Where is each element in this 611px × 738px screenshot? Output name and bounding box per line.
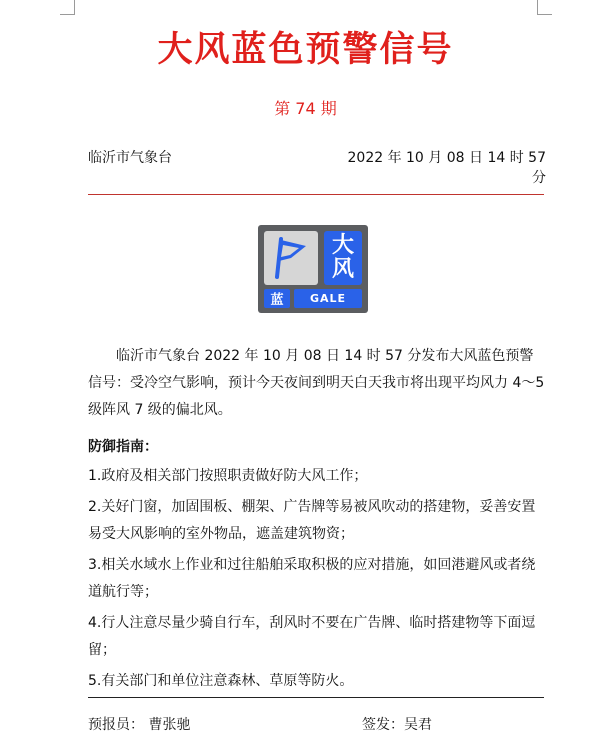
page-corner-mark-right — [537, 0, 552, 15]
guide-item: 3.相关水域水上作业和过往船舶采取积极的应对措施，如回港避风或者绕道航行等； — [88, 557, 536, 600]
warning-body: 临沂市气象台 2022 年 10 月 08 日 14 时 57 分发布大风蓝色预警信号：受冷空气影响，预计今天夜间到明天白天我市将出现平均风力 4～5 级阵风 7 级的偏北风。 — [88, 348, 545, 418]
icon-level-badge: 蓝 — [264, 289, 290, 308]
guide-item: 4.行人注意尽量少骑自行车，刮风时不要在广告牌、临时搭建物等下面逗留； — [88, 615, 536, 658]
guide-heading: 防御指南： — [88, 439, 158, 455]
forecaster: 预报员： 曹张驰 — [88, 717, 191, 733]
header-divider — [88, 194, 544, 195]
page-corner-mark-left — [60, 0, 75, 15]
warning-title: 大风蓝色预警信号 — [157, 30, 454, 70]
guide-item: 1.政府及相关部门按照职责做好防大风工作； — [88, 468, 368, 484]
icon-english-badge: GALE — [294, 289, 362, 308]
flag-icon — [264, 231, 318, 285]
issue-number: 第 74 期 — [274, 99, 337, 118]
issue-datetime: 2022 年 10 月 08 日 14 时 57 分 — [347, 150, 546, 186]
issuer-name: 临沂市气象台 — [88, 150, 172, 166]
footer-divider — [88, 697, 544, 698]
icon-char-top: 大 — [331, 233, 354, 258]
guide-list — [88, 463, 546, 699]
signer: 签发：吴君 — [362, 717, 432, 733]
guide-item: 2.关好门窗，加固围板、棚架、广告牌等易被风吹动的搭建物，妥善安置易受大风影响的室外物品，遮盖建筑物资； — [88, 499, 536, 542]
icon-label-box — [324, 231, 362, 285]
guide-item: 5.有关部门和单位注意森林、草原等防火。 — [88, 673, 354, 689]
gale-blue-warning-icon — [258, 225, 368, 313]
icon-char-bottom: 风 — [331, 257, 354, 282]
